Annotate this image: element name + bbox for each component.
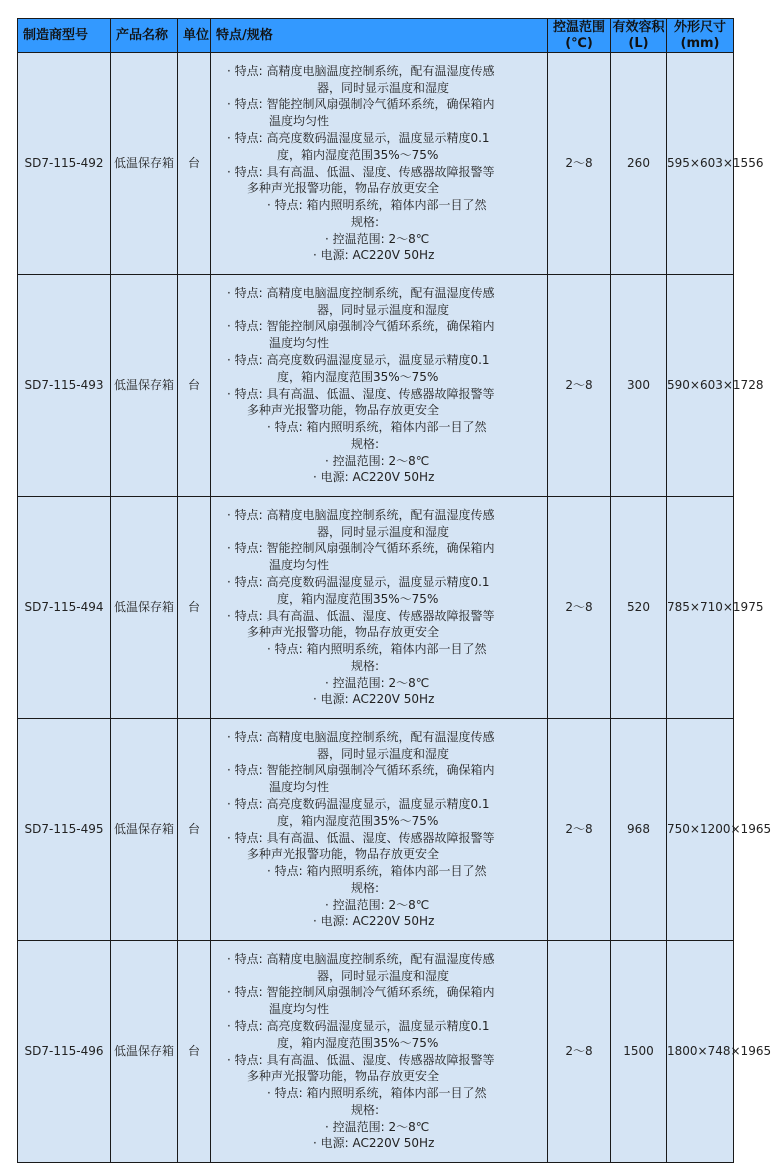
- feature-line: · 特点: 具有高温、低温、湿度、传感器故障报警等: [227, 164, 495, 179]
- cell-volume: 520: [611, 497, 667, 719]
- cell-dimensions: 595×603×1556: [667, 53, 734, 275]
- feature-line: · 特点: 智能控制风扇强制冷气循环系统，确保箱内: [227, 985, 495, 1000]
- feature-line: 器，同时显示温度和湿度: [317, 524, 450, 539]
- cell-temp-range: 2～8: [548, 497, 611, 719]
- cell-name: 低温保存箱: [111, 497, 178, 719]
- feature-line: · 特点: 高亮度数码温湿度显示，温度显示精度0.1: [227, 574, 490, 589]
- feature-line: 多种声光报警功能，物品存放更安全: [247, 625, 440, 640]
- feature-line: · 电源: AC220V 50Hz: [313, 692, 435, 707]
- feature-line: 度，箱内湿度范围35%～75%: [277, 591, 439, 606]
- feature-line: 器，同时显示温度和湿度: [317, 80, 450, 95]
- cell-name: 低温保存箱: [111, 53, 178, 275]
- feature-line: 度，箱内湿度范围35%～75%: [277, 369, 439, 384]
- cell-name: 低温保存箱: [111, 719, 178, 941]
- product-spec-table: [17, 18, 771, 1163]
- feature-line: · 特点: 高亮度数码温湿度显示，温度显示精度0.1: [227, 796, 490, 811]
- header-row: [18, 19, 734, 53]
- feature-line: · 电源: AC220V 50Hz: [313, 1136, 435, 1151]
- feature-line: 多种声光报警功能，物品存放更安全: [247, 1069, 440, 1084]
- cell-volume: 968: [611, 719, 667, 941]
- feature-line: 多种声光报警功能，物品存放更安全: [247, 403, 440, 418]
- cell-dimensions: 1800×748×1965: [667, 941, 734, 1163]
- header-model: 制造商型号: [18, 19, 111, 53]
- feature-line: · 特点: 高亮度数码温湿度显示，温度显示精度0.1: [227, 1018, 490, 1033]
- table-row: [18, 53, 734, 275]
- cell-unit: 台: [178, 719, 211, 941]
- cell-name: 低温保存箱: [111, 941, 178, 1163]
- table-row: [18, 941, 734, 1163]
- feature-line: 规格:: [351, 880, 380, 895]
- feature-line: · 控温范围: 2～8℃: [325, 231, 430, 246]
- table-row: [18, 275, 734, 497]
- cell-features: [211, 53, 548, 275]
- cell-temp-range: 2～8: [548, 53, 611, 275]
- feature-line: 规格:: [351, 1102, 380, 1117]
- feature-line: 规格:: [351, 214, 380, 229]
- feature-line: 度，箱内湿度范围35%～75%: [277, 147, 439, 162]
- header-name: 产品名称: [111, 19, 178, 53]
- feature-line: · 控温范围: 2～8℃: [325, 1119, 430, 1134]
- feature-line: · 特点: 具有高温、低温、湿度、传感器故障报警等: [227, 386, 495, 401]
- feature-line: · 控温范围: 2～8℃: [325, 675, 430, 690]
- cell-model: SD7-115-494: [18, 497, 111, 719]
- feature-line: · 控温范围: 2～8℃: [325, 897, 430, 912]
- feature-line: · 特点: 高精度电脑温度控制系统，配有温湿度传感: [227, 63, 495, 78]
- feature-line: · 特点: 智能控制风扇强制冷气循环系统，确保箱内: [227, 97, 495, 112]
- cell-temp-range: 2～8: [548, 719, 611, 941]
- feature-line: · 特点: 箱内照明系统，箱体内部一目了然: [267, 864, 487, 879]
- cell-features: [211, 941, 548, 1163]
- cell-temp-range: 2～8: [548, 941, 611, 1163]
- feature-line: · 特点: 高亮度数码温湿度显示，温度显示精度0.1: [227, 130, 490, 145]
- feature-line: 度，箱内湿度范围35%～75%: [277, 1035, 439, 1050]
- cell-dimensions: 750×1200×1965: [667, 719, 734, 941]
- feature-line: · 特点: 高精度电脑温度控制系统，配有温湿度传感: [227, 729, 495, 744]
- header-features: 特点/规格: [211, 19, 548, 53]
- feature-line: · 特点: 智能控制风扇强制冷气循环系统，确保箱内: [227, 541, 495, 556]
- table-body: [18, 53, 771, 1163]
- feature-line: · 特点: 箱内照明系统，箱体内部一目了然: [267, 420, 487, 435]
- feature-line: · 特点: 箱内照明系统，箱体内部一目了然: [267, 642, 487, 657]
- feature-line: · 控温范围: 2～8℃: [325, 453, 430, 468]
- feature-line: 多种声光报警功能，物品存放更安全: [247, 181, 440, 196]
- feature-line: 温度均匀性: [269, 336, 330, 351]
- feature-line: · 特点: 高亮度数码温湿度显示，温度显示精度0.1: [227, 352, 490, 367]
- feature-line: · 特点: 箱内照明系统，箱体内部一目了然: [267, 198, 487, 213]
- feature-line: · 特点: 高精度电脑温度控制系统，配有温湿度传感: [227, 507, 495, 522]
- cell-unit: 台: [178, 53, 211, 275]
- cell-features: [211, 719, 548, 941]
- feature-line: 温度均匀性: [269, 114, 330, 129]
- feature-line: 规格:: [351, 658, 380, 673]
- feature-line: 多种声光报警功能，物品存放更安全: [247, 847, 440, 862]
- feature-line: · 特点: 具有高温、低温、湿度、传感器故障报警等: [227, 1052, 495, 1067]
- cell-model: SD7-115-493: [18, 275, 111, 497]
- feature-line: 温度均匀性: [269, 558, 330, 573]
- feature-line: 温度均匀性: [269, 1002, 330, 1017]
- cell-features: [211, 497, 548, 719]
- table-row: [18, 497, 734, 719]
- feature-line: · 特点: 高精度电脑温度控制系统，配有温湿度传感: [227, 285, 495, 300]
- feature-line: 规格:: [351, 436, 380, 451]
- feature-line: · 特点: 具有高温、低温、湿度、传感器故障报警等: [227, 608, 495, 623]
- header-dimensions: 外形尺寸(mm): [667, 19, 734, 53]
- cell-unit: 台: [178, 497, 211, 719]
- cell-name: 低温保存箱: [111, 275, 178, 497]
- feature-line: · 特点: 箱内照明系统，箱体内部一目了然: [267, 1086, 487, 1101]
- header-unit: 单位: [178, 19, 211, 53]
- feature-line: 器，同时显示温度和湿度: [317, 746, 450, 761]
- feature-line: · 特点: 智能控制风扇强制冷气循环系统，确保箱内: [227, 319, 495, 334]
- cell-unit: 台: [178, 275, 211, 497]
- cell-features: [211, 275, 548, 497]
- feature-line: 器，同时显示温度和湿度: [317, 968, 450, 983]
- feature-line: · 特点: 高精度电脑温度控制系统，配有温湿度传感: [227, 951, 495, 966]
- feature-line: · 特点: 智能控制风扇强制冷气循环系统，确保箱内: [227, 763, 495, 778]
- feature-line: · 特点: 具有高温、低温、湿度、传感器故障报警等: [227, 830, 495, 845]
- cell-model: SD7-115-496: [18, 941, 111, 1163]
- feature-line: 温度均匀性: [269, 780, 330, 795]
- header-volume: 有效容积(L): [612, 19, 665, 51]
- cell-dimensions: 785×710×1975: [667, 497, 734, 719]
- cell-volume: 1500: [611, 941, 667, 1163]
- feature-line: · 电源: AC220V 50Hz: [313, 470, 435, 485]
- cell-temp-range: 2～8: [548, 275, 611, 497]
- feature-line: · 电源: AC220V 50Hz: [313, 914, 435, 929]
- feature-line: 器，同时显示温度和湿度: [317, 302, 450, 317]
- cell-volume: 300: [611, 275, 667, 497]
- cell-model: SD7-115-492: [18, 53, 111, 275]
- cell-dimensions: 590×603×1728: [667, 275, 734, 497]
- cell-volume: 260: [611, 53, 667, 275]
- feature-line: · 电源: AC220V 50Hz: [313, 248, 435, 263]
- cell-model: SD7-115-495: [18, 719, 111, 941]
- feature-line: 度，箱内湿度范围35%～75%: [277, 813, 439, 828]
- table-row: [18, 719, 734, 941]
- cell-unit: 台: [178, 941, 211, 1163]
- header-temp-range: 控温范围(℃): [548, 19, 611, 53]
